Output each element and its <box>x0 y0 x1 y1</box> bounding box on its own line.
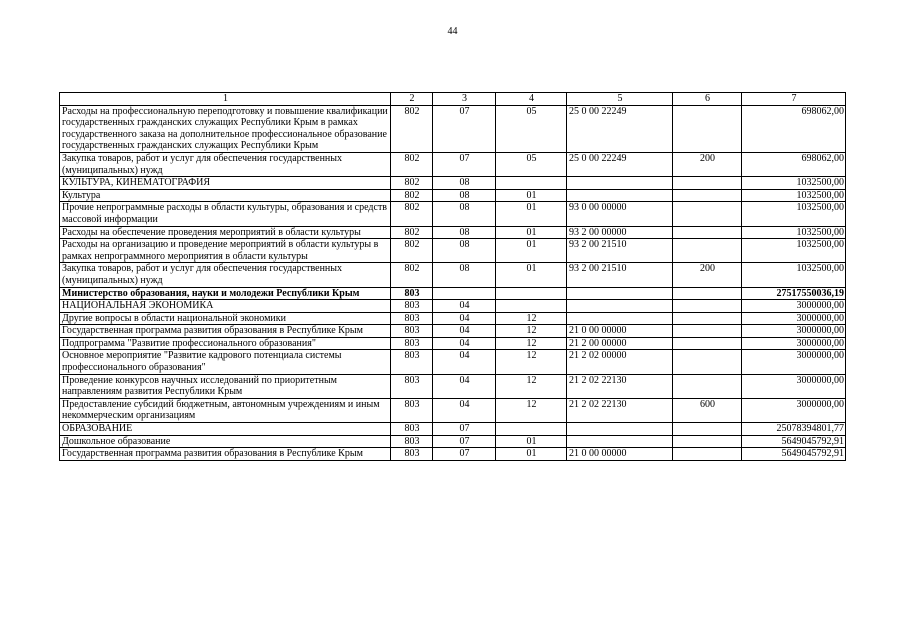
cell-pr: 01 <box>496 189 567 202</box>
cell-ved: 803 <box>391 435 433 448</box>
cell-ved: 802 <box>391 226 433 239</box>
table-row <box>60 202 846 226</box>
cell-ved: 803 <box>391 374 433 398</box>
cell-rz: 08 <box>433 226 496 239</box>
cell-vr <box>673 337 742 350</box>
cell-vr <box>673 312 742 325</box>
cell-rz <box>433 287 496 300</box>
table-row <box>60 423 846 436</box>
cell-name: Государственная программа развития образования в Республике Крым <box>60 325 391 338</box>
cell-ved: 802 <box>391 105 433 152</box>
cell-vr <box>673 374 742 398</box>
table-row <box>60 105 846 152</box>
cell-vr <box>673 226 742 239</box>
cell-rz: 04 <box>433 325 496 338</box>
cell-rz: 07 <box>433 435 496 448</box>
cell-csr <box>567 312 673 325</box>
table-row <box>60 263 846 287</box>
cell-rz: 04 <box>433 337 496 350</box>
cell-sum: 1032500,00 <box>742 239 846 263</box>
cell-name: Основное мероприятие "Развитие кадрового потенциала системы профессионального образования" <box>60 350 391 374</box>
cell-ved: 803 <box>391 423 433 436</box>
cell-ved: 803 <box>391 300 433 313</box>
cell-name: Государственная программа развития образования в Республике Крым <box>60 448 391 461</box>
cell-rz: 07 <box>433 423 496 436</box>
cell-rz: 07 <box>433 152 496 176</box>
cell-pr <box>496 300 567 313</box>
cell-name: Проведение конкурсов научных исследований по приоритетным направлениям развития Республики Крым <box>60 374 391 398</box>
budget-table-body <box>60 93 846 461</box>
cell-vr: 200 <box>673 152 742 176</box>
cell-ved: 802 <box>391 239 433 263</box>
header-col-7: 7 <box>742 93 846 106</box>
cell-ved: 802 <box>391 177 433 190</box>
cell-pr: 12 <box>496 374 567 398</box>
cell-csr <box>567 189 673 202</box>
cell-csr: 25 0 00 22249 <box>567 152 673 176</box>
cell-sum: 1032500,00 <box>742 263 846 287</box>
cell-name: Расходы на организацию и проведение мероприятий в области культуры в рамках непрограммного мероприятия в области культуры <box>60 239 391 263</box>
cell-rz: 08 <box>433 177 496 190</box>
cell-csr: 21 2 02 00000 <box>567 350 673 374</box>
table-row <box>60 448 846 461</box>
cell-sum: 1032500,00 <box>742 226 846 239</box>
cell-name: ОБРАЗОВАНИЕ <box>60 423 391 436</box>
table-row <box>60 312 846 325</box>
cell-pr: 01 <box>496 239 567 263</box>
cell-ved: 803 <box>391 337 433 350</box>
cell-vr <box>673 189 742 202</box>
cell-name: Закупка товаров, работ и услуг для обеспечения государственных (муниципальных) нужд <box>60 152 391 176</box>
cell-ved: 803 <box>391 312 433 325</box>
cell-ved: 802 <box>391 189 433 202</box>
table-row <box>60 398 846 422</box>
cell-rz: 04 <box>433 300 496 313</box>
cell-sum: 3000000,00 <box>742 398 846 422</box>
cell-name: Закупка товаров, работ и услуг для обеспечения государственных (муниципальных) нужд <box>60 263 391 287</box>
cell-csr: 21 2 02 22130 <box>567 398 673 422</box>
table-row <box>60 350 846 374</box>
cell-pr: 05 <box>496 105 567 152</box>
cell-csr: 93 0 00 00000 <box>567 202 673 226</box>
cell-name: Предоставление субсидий бюджетным, автономным учреждениям и иным некоммерческим организациям <box>60 398 391 422</box>
page-number: 44 <box>447 26 458 37</box>
cell-rz: 04 <box>433 350 496 374</box>
cell-ved: 803 <box>391 448 433 461</box>
header-col-4: 4 <box>496 93 567 106</box>
cell-pr: 01 <box>496 263 567 287</box>
table-header-row <box>60 93 846 106</box>
cell-pr: 05 <box>496 152 567 176</box>
cell-ved: 802 <box>391 263 433 287</box>
cell-name: КУЛЬТУРА, КИНЕМАТОГРАФИЯ <box>60 177 391 190</box>
cell-ved: 803 <box>391 398 433 422</box>
cell-ved: 803 <box>391 325 433 338</box>
cell-pr: 12 <box>496 325 567 338</box>
cell-name: Расходы на обеспечение проведения мероприятий в области культуры <box>60 226 391 239</box>
cell-name: Прочие непрограммные расходы в области культуры, образования и средств массовой информации <box>60 202 391 226</box>
cell-vr <box>673 435 742 448</box>
cell-csr: 93 2 00 21510 <box>567 239 673 263</box>
cell-sum: 1032500,00 <box>742 189 846 202</box>
table-row <box>60 374 846 398</box>
table-row <box>60 435 846 448</box>
table-row <box>60 287 846 300</box>
cell-name: Подпрограмма "Развитие профессионального образования" <box>60 337 391 350</box>
table-row <box>60 239 846 263</box>
table-row <box>60 325 846 338</box>
cell-vr: 600 <box>673 398 742 422</box>
cell-name: Дошкольное образование <box>60 435 391 448</box>
table-row <box>60 152 846 176</box>
cell-pr <box>496 287 567 300</box>
cell-pr <box>496 177 567 190</box>
cell-vr: 200 <box>673 263 742 287</box>
header-col-6: 6 <box>673 93 742 106</box>
cell-csr: 25 0 00 22249 <box>567 105 673 152</box>
cell-name: Расходы на профессиональную переподготовку и повышение квалификации государственных гражданских служащих Республики Крым в рамках государственного заказа на дополнительное профессиональное образование государственных гражданских служащих Республики Крым <box>60 105 391 152</box>
cell-sum: 5649045792,91 <box>742 435 846 448</box>
cell-sum: 3000000,00 <box>742 337 846 350</box>
cell-csr: 93 2 00 21510 <box>567 263 673 287</box>
cell-ved: 803 <box>391 350 433 374</box>
cell-pr: 12 <box>496 312 567 325</box>
cell-vr <box>673 105 742 152</box>
cell-vr <box>673 300 742 313</box>
header-col-5: 5 <box>567 93 673 106</box>
cell-csr <box>567 300 673 313</box>
cell-rz: 08 <box>433 263 496 287</box>
cell-csr: 93 2 00 00000 <box>567 226 673 239</box>
cell-csr <box>567 435 673 448</box>
cell-ved: 802 <box>391 152 433 176</box>
cell-sum: 3000000,00 <box>742 374 846 398</box>
cell-ved: 802 <box>391 202 433 226</box>
cell-rz: 04 <box>433 312 496 325</box>
cell-sum: 698062,00 <box>742 152 846 176</box>
cell-rz: 07 <box>433 448 496 461</box>
cell-pr: 12 <box>496 350 567 374</box>
cell-vr <box>673 239 742 263</box>
cell-vr <box>673 448 742 461</box>
cell-name: НАЦИОНАЛЬНАЯ ЭКОНОМИКА <box>60 300 391 313</box>
cell-sum: 25078394801,77 <box>742 423 846 436</box>
cell-csr: 21 2 00 00000 <box>567 337 673 350</box>
cell-vr <box>673 287 742 300</box>
cell-sum: 3000000,00 <box>742 350 846 374</box>
cell-sum: 27517550036,19 <box>742 287 846 300</box>
cell-rz: 07 <box>433 105 496 152</box>
cell-pr: 01 <box>496 202 567 226</box>
cell-rz: 08 <box>433 239 496 263</box>
cell-pr: 01 <box>496 226 567 239</box>
cell-csr: 21 2 02 22130 <box>567 374 673 398</box>
cell-name: Культура <box>60 189 391 202</box>
cell-vr <box>673 423 742 436</box>
cell-sum: 3000000,00 <box>742 300 846 313</box>
table-row <box>60 177 846 190</box>
header-col-3: 3 <box>433 93 496 106</box>
table-row <box>60 337 846 350</box>
cell-pr: 01 <box>496 448 567 461</box>
cell-sum: 1032500,00 <box>742 177 846 190</box>
cell-sum: 698062,00 <box>742 105 846 152</box>
cell-pr: 12 <box>496 337 567 350</box>
table-row <box>60 189 846 202</box>
cell-pr: 01 <box>496 435 567 448</box>
cell-rz: 04 <box>433 374 496 398</box>
cell-csr <box>567 287 673 300</box>
cell-vr <box>673 350 742 374</box>
table-row <box>60 226 846 239</box>
cell-rz: 08 <box>433 202 496 226</box>
header-col-1: 1 <box>60 93 391 106</box>
cell-name: Министерство образования, науки и молодежи Республики Крым <box>60 287 391 300</box>
cell-csr <box>567 423 673 436</box>
cell-sum: 3000000,00 <box>742 312 846 325</box>
table-row <box>60 300 846 313</box>
cell-sum: 3000000,00 <box>742 325 846 338</box>
cell-pr: 12 <box>496 398 567 422</box>
cell-csr: 21 0 00 00000 <box>567 448 673 461</box>
cell-vr <box>673 177 742 190</box>
cell-sum: 5649045792,91 <box>742 448 846 461</box>
header-col-2: 2 <box>391 93 433 106</box>
cell-name: Другие вопросы в области национальной экономики <box>60 312 391 325</box>
cell-csr: 21 0 00 00000 <box>567 325 673 338</box>
cell-rz: 04 <box>433 398 496 422</box>
cell-pr <box>496 423 567 436</box>
cell-ved: 803 <box>391 287 433 300</box>
cell-vr <box>673 325 742 338</box>
cell-rz: 08 <box>433 189 496 202</box>
cell-vr <box>673 202 742 226</box>
cell-sum: 1032500,00 <box>742 202 846 226</box>
cell-csr <box>567 177 673 190</box>
budget-table <box>59 92 846 461</box>
